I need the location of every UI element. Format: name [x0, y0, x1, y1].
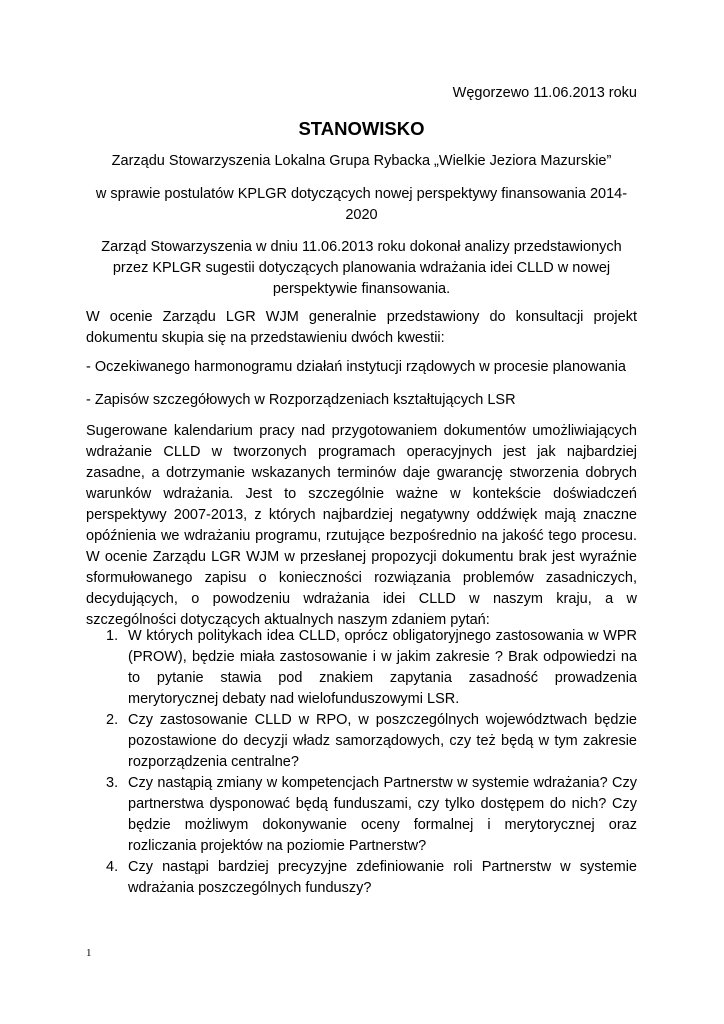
date-line: Węgorzewo 11.06.2013 roku: [452, 85, 637, 101]
questions-list: [86, 626, 637, 857]
list-item: [86, 857, 637, 899]
questions-list-continued: [86, 857, 637, 899]
list-item-number: 1.: [106, 628, 119, 644]
list-item-number: 2.: [106, 712, 119, 728]
intro-paragraph: Zarząd Stowarzyszenia w dniu 11.06.2013 roku dokonał analizy przedstawionych przez KPLGR sugestii dotyczących planowania wdrażania idei CLLD w nowej perspektywie finansowania.: [101, 239, 622, 297]
bullet-regulations: - Zapisów szczegółowych w Rozporządzeniach kształtujących LSR: [86, 392, 516, 408]
subtitle-organization: Zarządu Stowarzyszenia Lokalna Grupa Rybacka „Wielkie Jeziora Mazurskie”: [111, 153, 612, 169]
list-item-text: W których politykach idea CLLD, oprócz obligatoryjnego zastosowania w WPR (PROW), będzie miała zastosowanie i w jakim zakresie ? Brak odpowiedzi na to pytanie stawia pod znakiem zapytania zasadność prowadzenia merytorycznej debaty nad wielofunduszowymi LSR.: [128, 628, 637, 707]
list-item-number: 3.: [106, 775, 119, 791]
list-item-text: Czy zastosowanie CLLD w RPO, w poszczególnych województwach będzie pozostawione do decyzji władz samorządowych, czy też będą w tym zakresie rozporządzenia centralne?: [128, 712, 637, 770]
list-item-text: Czy nastąpią zmiany w kompetencjach Partnerstw w systemie wdrażania? Czy partnerstwa dysponować będą funduszami, czy tylko dostępem do nich? Czy będzie możliwym dokonywanie oceny formalnej i merytorycznej oraz rozliczania projektów na poziomie Partnerstw?: [128, 775, 637, 854]
bullet-schedule: - Oczekiwanego harmonogramu działań instytucji rządowych w procesie planowania: [86, 359, 626, 375]
paragraph-assessment: W ocenie Zarządu LGR WJM generalnie przedstawiony do konsultacji projekt dokumentu skupia się na przedstawieniu dwóch kwestii:: [86, 309, 637, 346]
paragraph-calendar: Sugerowane kalendarium pracy nad przygotowaniem dokumentów umożliwiających wdrażanie CLLD w tworzonych programach operacyjnych jest jak najbardziej zasadne, a dotrzymanie wskazanych terminów daje gwarancję stworzenia dobrych warunków wdrażania. Jest to szczególnie ważne w kontekście doświadczeń perspektywy 2007-2013, z których najbardziej negatywny oddźwięk mają znaczne opóźnienia we wdrażaniu programu, rzutujące bezpośrednio na jakość tego procesu. W ocenie Zarządu LGR WJM w przesłanej propozycji dokumentu brak jest wyraźnie sformułowanego zapisu o konieczności rozwiązania problemów zasadniczych, decydujących, o powodzeniu wdrażania idei CLLD w naszym kraju, a w szczególności dotyczących aktualnych naszym zdaniem pytań:: [86, 423, 637, 628]
subtitle-subject: w sprawie postulatów KPLGR dotyczących nowej perspektywy finansowania 2014-2020: [95, 186, 628, 223]
document-title: STANOWISKO: [298, 118, 425, 139]
list-item: [86, 626, 637, 710]
list-item: [86, 773, 637, 857]
page-number: 1: [86, 947, 92, 959]
list-item-number: 4.: [106, 859, 119, 875]
list-item-text: Czy nastąpi bardziej precyzyjne zdefiniowanie roli Partnerstw w systemie wdrażania poszczególnych funduszy?: [128, 859, 637, 896]
list-item: [86, 710, 637, 773]
